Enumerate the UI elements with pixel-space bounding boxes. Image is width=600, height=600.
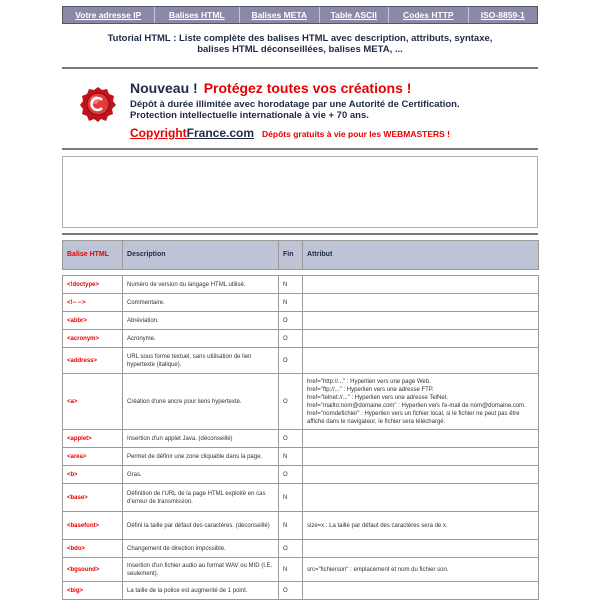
attribute-cell (303, 466, 539, 484)
divider (62, 67, 538, 69)
attribute-cell (303, 348, 539, 374)
description-cell: Acronyme. (123, 330, 279, 348)
header-description: Description (123, 241, 279, 270)
promo-title-protect: Protégez toutes vos créations ! (203, 80, 412, 96)
top-navigation (62, 6, 538, 24)
description-cell: Commentaire. (123, 294, 279, 312)
description-cell: La taille de la police est augmenté de 1 point. (123, 582, 279, 600)
divider (62, 233, 538, 235)
description-cell: Gras. (123, 466, 279, 484)
header-attribut: Attribut (303, 241, 539, 270)
nav-link-codes-http[interactable]: Codes HTTP (389, 7, 469, 23)
tag-cell: <base> (63, 484, 123, 512)
ad-box (62, 156, 538, 228)
table-row (63, 330, 539, 348)
description-cell: Insertion d'un fichier audio au format WAV ou MID (I.E. seulement). (123, 558, 279, 582)
fin-cell: N (279, 276, 303, 294)
table-row (63, 582, 539, 600)
promo-brand[interactable] (130, 124, 450, 142)
description-cell: Défini la taille par défaut des caractères. (déconseillé) (123, 512, 279, 540)
tag-cell: <applet> (63, 430, 123, 448)
tag-cell: <!-- --> (63, 294, 123, 312)
page-title-line2: balises HTML déconseillées, balises META, ... (197, 44, 403, 55)
table-row (63, 374, 539, 430)
header-fin: Fin (279, 241, 303, 270)
html-tags-table (62, 240, 539, 600)
description-cell: Insertion d'un applet Java. (déconseillé) (123, 430, 279, 448)
attribute-cell: src="fichierson" : emplacement et nom du fichier son. (303, 558, 539, 582)
nav-link-ip[interactable]: Votre adresse IP (63, 7, 155, 23)
fin-cell: O (279, 374, 303, 430)
tag-cell: <bdo> (63, 540, 123, 558)
fin-cell: O (279, 330, 303, 348)
fin-cell: N (279, 512, 303, 540)
tag-cell: <bgsound> (63, 558, 123, 582)
brand-france[interactable]: France.com (186, 126, 255, 140)
attribute-cell (303, 276, 539, 294)
brand-copyright[interactable]: Copyright (130, 126, 187, 140)
table-row (63, 558, 539, 582)
fin-cell: N (279, 294, 303, 312)
tag-cell: <address> (63, 348, 123, 374)
nav-link-balises-meta[interactable]: Balises META (240, 7, 320, 23)
attribute-cell: href="http://..." : Hyperlien vers une page Web. href="ftp://..." : Hyperlien vers une adresse FTP. href="telnet://..." : Hyperlien vers une adresse TelNet. href="mailto:nom@domaine.com" : Hyperlien vers l'e-mail de nom@domaine.com. href="nomdefichier" : Hyperlien vers un fichier local, si le fichier ne peut pas être affiché dans le navigateur, le fichier sera téléchargé. (303, 374, 539, 430)
fin-cell: O (279, 582, 303, 600)
table-row (63, 430, 539, 448)
attribute-cell: size=x : La taille par défaut des caractères sera de x. (303, 512, 539, 540)
attribute-cell (303, 582, 539, 600)
nav-link-table-ascii[interactable]: Table ASCII (320, 7, 390, 23)
fin-cell: O (279, 312, 303, 330)
attribute-cell (303, 448, 539, 466)
description-cell: Abréviation. (123, 312, 279, 330)
attribute-cell (303, 294, 539, 312)
description-cell: Numéro de version du langage HTML utilisé. (123, 276, 279, 294)
attribute-cell (303, 312, 539, 330)
page-title-line1: Tutorial HTML : Liste complète des balises HTML avec description, attributs, syntaxe, (107, 33, 493, 44)
copyright-seal-icon[interactable] (80, 86, 116, 122)
promo-title-new: Nouveau ! (130, 80, 198, 96)
description-cell: Changement de direction impossible. (123, 540, 279, 558)
table-row (63, 312, 539, 330)
tag-cell: <area> (63, 448, 123, 466)
tag-cell: <basefont> (63, 512, 123, 540)
table-row (63, 466, 539, 484)
table-row (63, 484, 539, 512)
fin-cell: O (279, 540, 303, 558)
header-balise: Balise HTML (63, 241, 123, 270)
table-row (63, 276, 539, 294)
table-row (63, 448, 539, 466)
attribute-cell (303, 484, 539, 512)
nav-link-balises-html[interactable]: Balises HTML (155, 7, 241, 23)
promo-free-deposits-link[interactable]: Dépôts gratuits à vie pour les WEBMASTERS ! (262, 129, 451, 139)
tag-cell: <b> (63, 466, 123, 484)
description-cell: Création d'une ancre pour liens hypertexte. (123, 374, 279, 430)
page-title (62, 33, 538, 55)
tag-cell: <a> (63, 374, 123, 430)
description-cell: Permet de définir une zone cliquable dans la page. (123, 448, 279, 466)
promo-title[interactable] (130, 80, 411, 96)
table-header-row (63, 241, 539, 270)
fin-cell: O (279, 466, 303, 484)
tag-cell: <abbr> (63, 312, 123, 330)
description-cell: URL sous forme textuel, sans utilisation de lien hypertexte (italique). (123, 348, 279, 374)
fin-cell: N (279, 448, 303, 466)
fin-cell: O (279, 430, 303, 448)
attribute-cell (303, 330, 539, 348)
table-row (63, 540, 539, 558)
divider (62, 148, 538, 150)
tag-cell: <!doctype> (63, 276, 123, 294)
attribute-cell (303, 540, 539, 558)
table-row (63, 512, 539, 540)
fin-cell: O (279, 348, 303, 374)
attribute-cell (303, 430, 539, 448)
tag-cell: <big> (63, 582, 123, 600)
description-cell: Définition de l'URL de la page HTML exploité en cas d'erreur de transmission. (123, 484, 279, 512)
tag-cell: <acronym> (63, 330, 123, 348)
table-row (63, 348, 539, 374)
fin-cell: N (279, 558, 303, 582)
fin-cell: N (279, 484, 303, 512)
promo-line-1: Dépôt à durée illimitée avec horodatage par une Autorité de Certification. (130, 99, 460, 110)
nav-link-iso[interactable]: ISO-8859-1 (480, 10, 525, 20)
table-row (63, 294, 539, 312)
promo-line-2: Protection intellectuelle internationale à vie + 70 ans. (130, 110, 369, 121)
